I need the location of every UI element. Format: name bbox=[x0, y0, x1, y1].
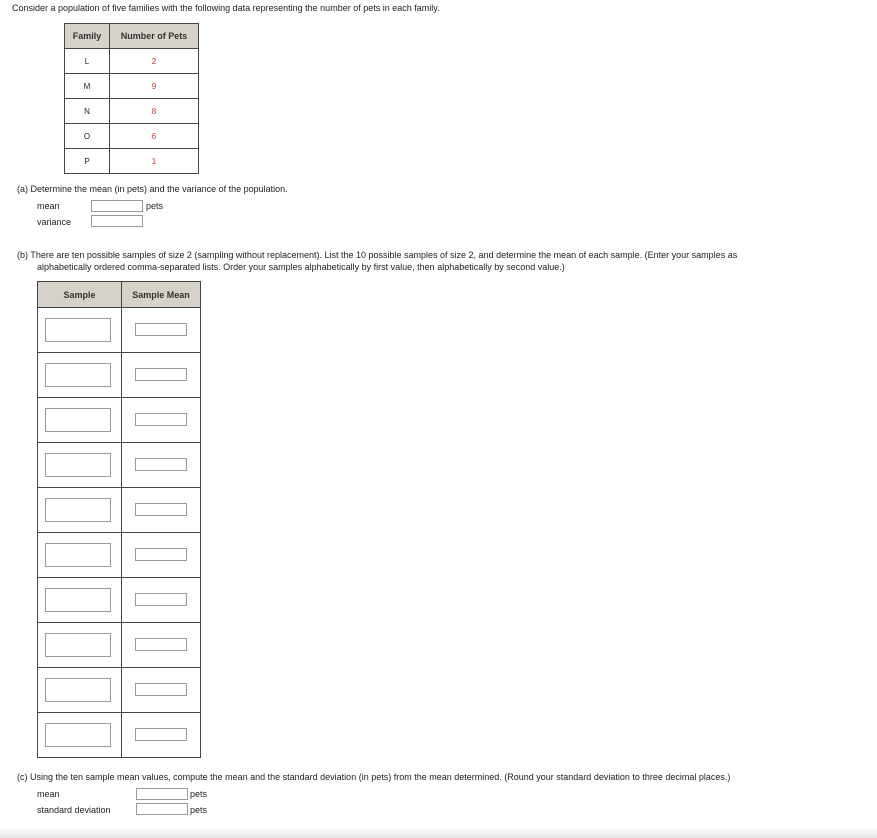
table-row bbox=[38, 533, 201, 578]
pets-cell: 9 bbox=[110, 74, 199, 99]
table-row bbox=[38, 398, 201, 443]
part-c-mean-input[interactable] bbox=[136, 788, 188, 800]
sample-mean-cell bbox=[122, 623, 201, 668]
part-a-mean-label: mean bbox=[37, 201, 60, 211]
table-row bbox=[65, 49, 199, 74]
table-row bbox=[38, 308, 201, 353]
sample-input[interactable] bbox=[45, 678, 111, 702]
pets-cell: 8 bbox=[110, 99, 199, 124]
sample-cell bbox=[38, 443, 122, 488]
sample-cell bbox=[38, 668, 122, 713]
sample-mean-input[interactable] bbox=[135, 458, 187, 471]
sample-cell bbox=[38, 488, 122, 533]
table-row bbox=[38, 668, 201, 713]
sample-mean-cell bbox=[122, 353, 201, 398]
sample-mean-input[interactable] bbox=[135, 593, 187, 606]
part-b-prompt-line1: (b) There are ten possible samples of size 2 (sampling without replacement). List the 10 possible samples of size 2, and determine the mean of each sample. (Enter your samples as bbox=[17, 250, 738, 260]
part-a-mean-input[interactable] bbox=[91, 200, 143, 212]
sample-cell bbox=[38, 308, 122, 353]
table-row bbox=[38, 353, 201, 398]
family-cell: M bbox=[65, 74, 110, 99]
sample-input[interactable] bbox=[45, 453, 111, 477]
sample-input[interactable] bbox=[45, 588, 111, 612]
part-a-prompt: (a) Determine the mean (in pets) and the variance of the population. bbox=[17, 184, 288, 194]
sample-mean-input[interactable] bbox=[135, 503, 187, 516]
sample-mean-cell bbox=[122, 713, 201, 758]
family-cell: N bbox=[65, 99, 110, 124]
sample-mean-input[interactable] bbox=[135, 323, 187, 336]
problem-intro: Consider a population of five families with the following data representing the number of pets in each family. bbox=[12, 3, 440, 13]
sample-input[interactable] bbox=[45, 723, 111, 747]
sample-mean-input[interactable] bbox=[135, 728, 187, 741]
sample-cell bbox=[38, 623, 122, 668]
part-b-prompt-line2: alphabetically ordered comma-separated lists. Order your samples alphabetically by first value, then alphabetically by second value.) bbox=[37, 262, 565, 272]
sample-cell bbox=[38, 713, 122, 758]
sample-mean-input[interactable] bbox=[135, 638, 187, 651]
pets-column-header: Number of Pets bbox=[110, 24, 199, 49]
sample-mean-cell bbox=[122, 578, 201, 623]
sample-input[interactable] bbox=[45, 318, 111, 342]
sample-mean-cell bbox=[122, 308, 201, 353]
table-row bbox=[38, 713, 201, 758]
sample-mean-cell bbox=[122, 533, 201, 578]
family-cell: O bbox=[65, 124, 110, 149]
sample-input[interactable] bbox=[45, 363, 111, 387]
part-a-variance-label: variance bbox=[37, 217, 72, 227]
sample-column-header: Sample bbox=[38, 282, 122, 308]
table-row bbox=[65, 99, 199, 124]
sample-input[interactable] bbox=[45, 408, 111, 432]
sample-cell bbox=[38, 398, 122, 443]
sample-input[interactable] bbox=[45, 498, 111, 522]
table-row bbox=[38, 578, 201, 623]
sample-cell bbox=[38, 578, 122, 623]
table-row bbox=[65, 124, 199, 149]
bottom-shadow bbox=[0, 828, 877, 838]
sample-mean-cell bbox=[122, 668, 201, 713]
table-row bbox=[38, 488, 201, 533]
family-pets-table bbox=[64, 23, 199, 174]
sample-mean-input[interactable] bbox=[135, 368, 187, 381]
sample-mean-cell bbox=[122, 488, 201, 533]
sample-input[interactable] bbox=[45, 633, 111, 657]
sample-mean-input[interactable] bbox=[135, 683, 187, 696]
pets-cell: 6 bbox=[110, 124, 199, 149]
family-column-header: Family bbox=[65, 24, 110, 49]
part-a-variance-input[interactable] bbox=[91, 215, 143, 227]
part-c-mean-unit: pets bbox=[190, 789, 208, 799]
sample-mean-input[interactable] bbox=[135, 548, 187, 561]
part-c-prompt: (c) Using the ten sample mean values, compute the mean and the standard deviation (in pets) from the mean determined. (Round your standard deviation to three decimal places.) bbox=[17, 772, 731, 782]
part-c-sd-label: standard deviation bbox=[37, 805, 111, 815]
table-row bbox=[65, 74, 199, 99]
samples-table bbox=[37, 281, 201, 758]
family-cell: L bbox=[65, 49, 110, 74]
pets-cell: 1 bbox=[110, 149, 199, 174]
part-b-prompt bbox=[17, 249, 837, 273]
family-cell: P bbox=[65, 149, 110, 174]
sample-input[interactable] bbox=[45, 543, 111, 567]
sample-mean-cell bbox=[122, 398, 201, 443]
sample-cell bbox=[38, 353, 122, 398]
table-row bbox=[65, 149, 199, 174]
part-c-sd-unit: pets bbox=[190, 805, 208, 815]
part-a-mean-unit: pets bbox=[146, 201, 164, 211]
sample-mean-column-header: Sample Mean bbox=[122, 282, 201, 308]
pets-cell: 2 bbox=[110, 49, 199, 74]
sample-cell bbox=[38, 533, 122, 578]
sample-mean-cell bbox=[122, 443, 201, 488]
table-row bbox=[38, 443, 201, 488]
part-c-sd-input[interactable] bbox=[136, 803, 188, 815]
part-c-mean-label: mean bbox=[37, 789, 60, 799]
table-row bbox=[38, 623, 201, 668]
sample-mean-input[interactable] bbox=[135, 413, 187, 426]
